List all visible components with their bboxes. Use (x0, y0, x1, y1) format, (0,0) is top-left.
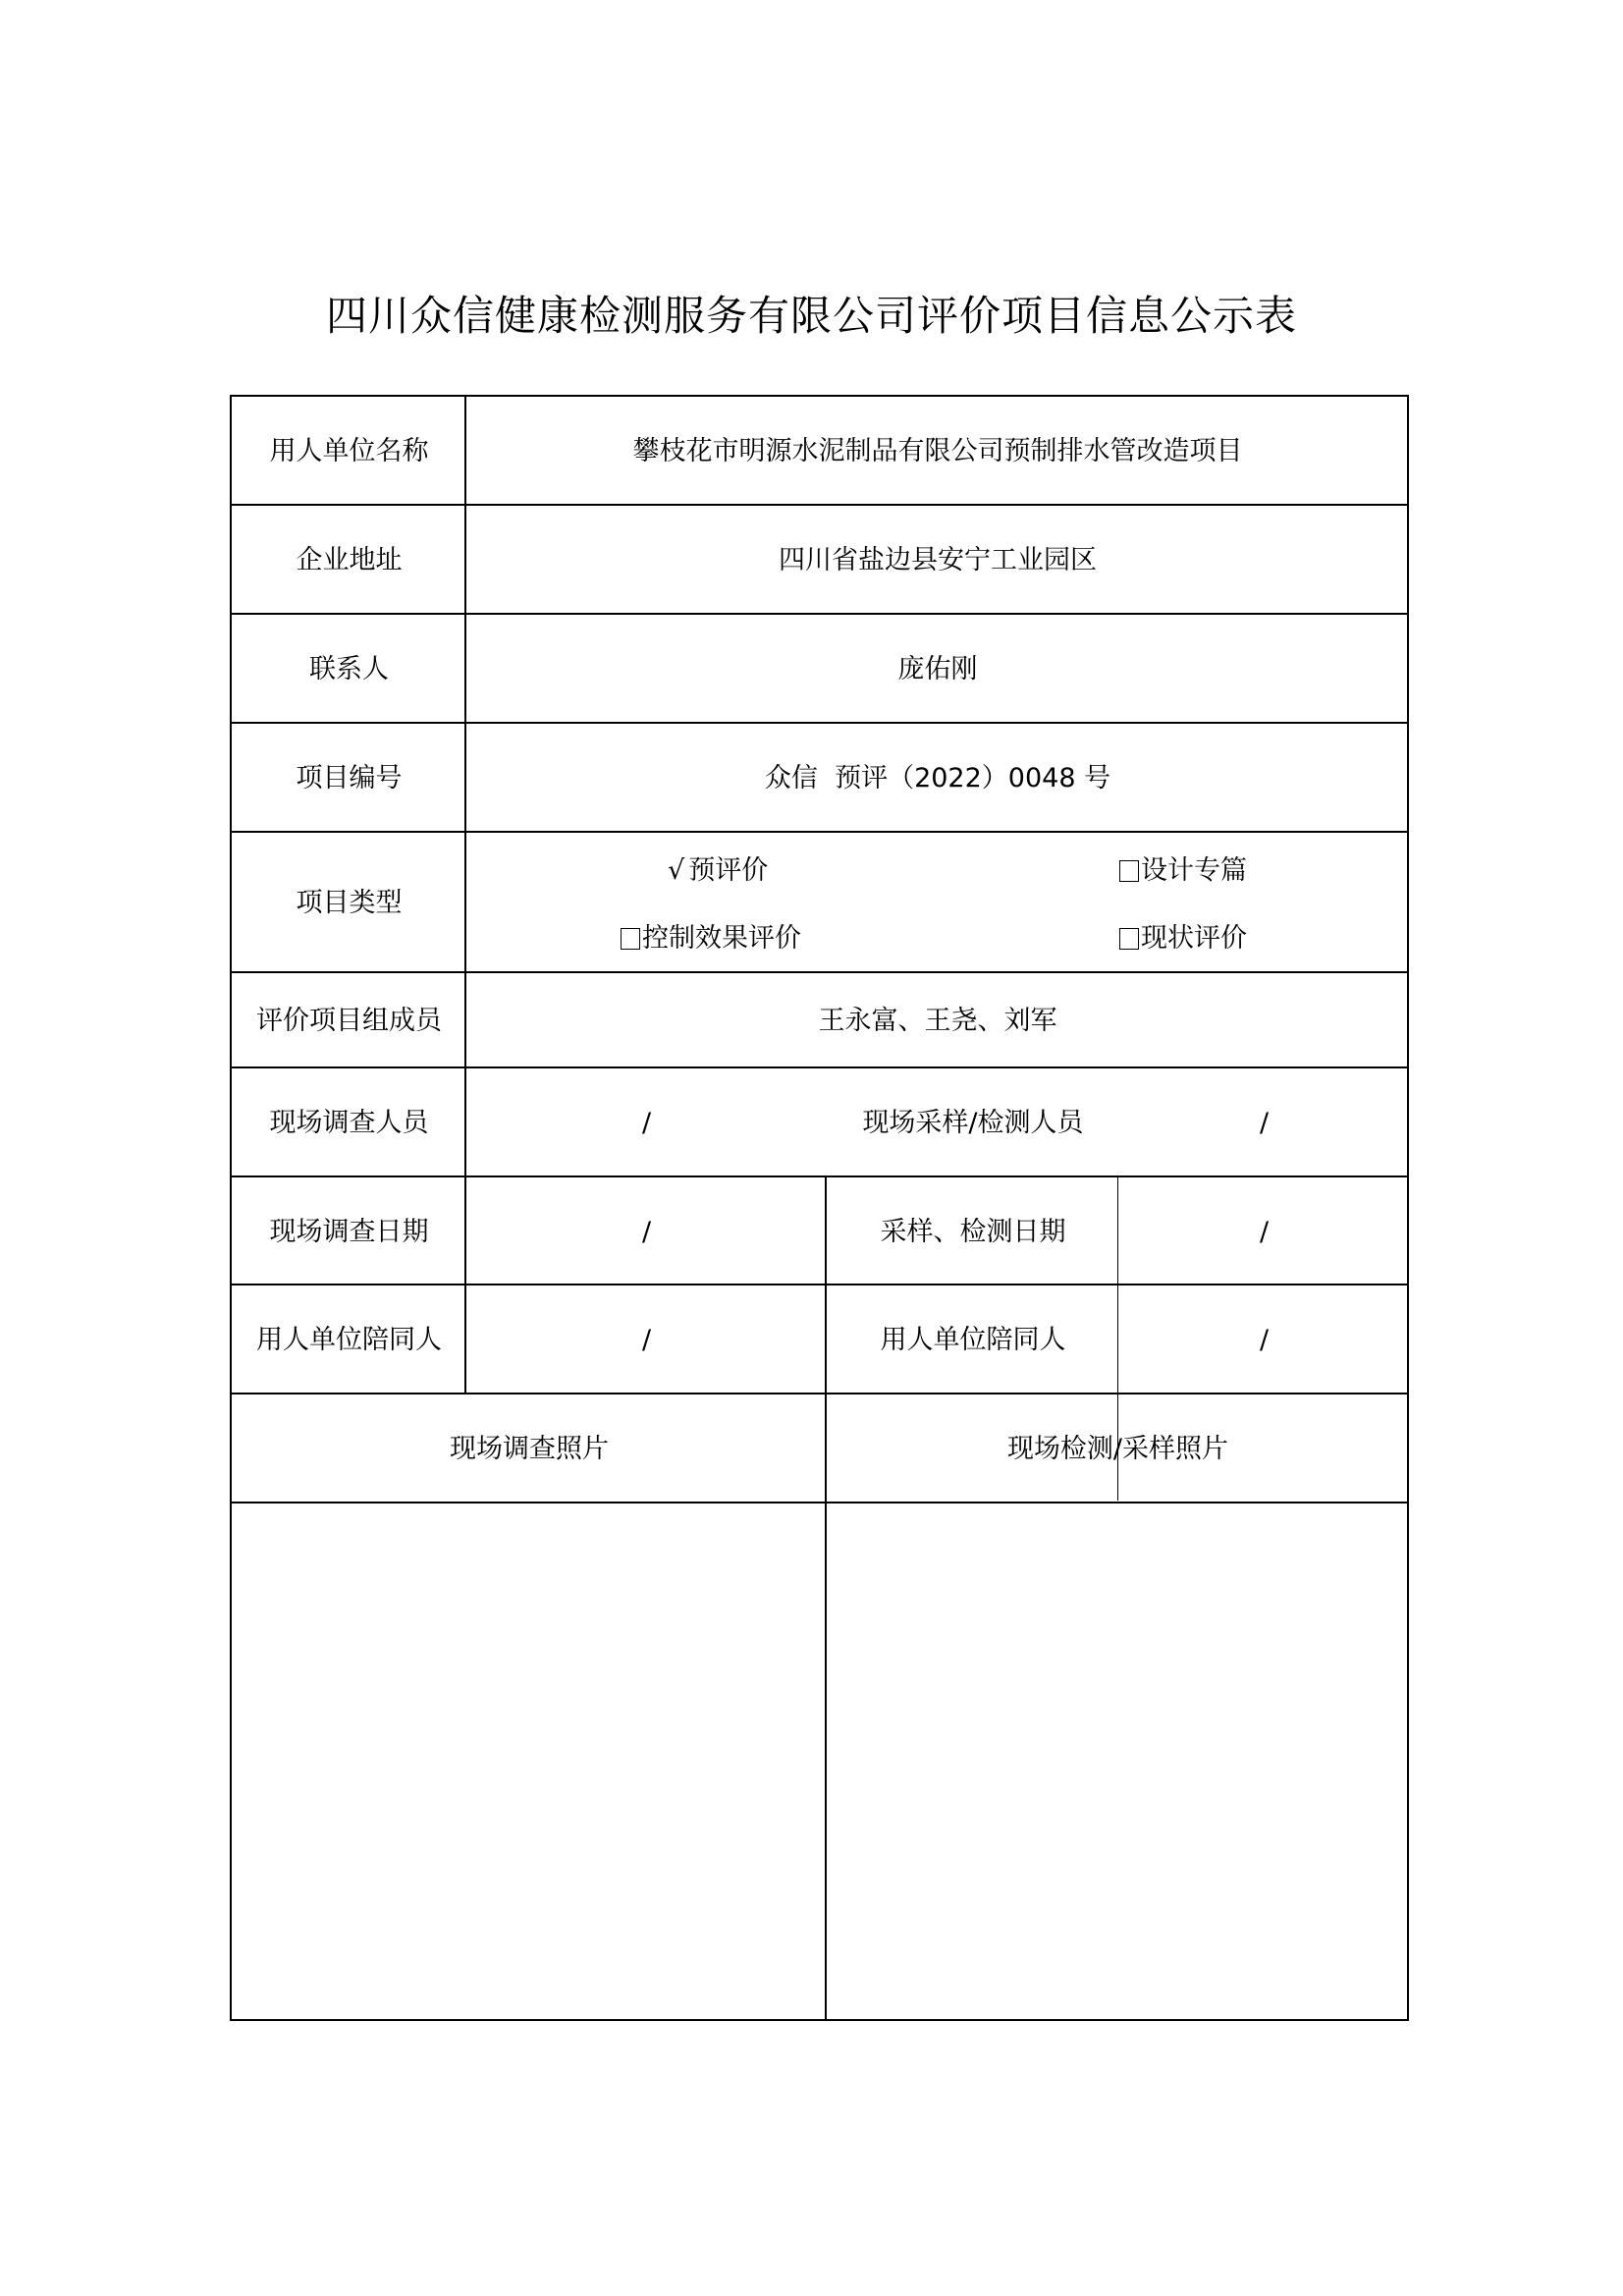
checkbox-empty-icon (621, 928, 640, 950)
info-table (230, 395, 1409, 2021)
value-employer: 攀枝花市明源水泥制品有限公司预制排水管改造项目 (632, 436, 1243, 466)
value-members: 王永富、王尧、刘军 (818, 1006, 1057, 1036)
label-members: 评价项目组成员 (256, 1006, 442, 1036)
option-design-chapter[interactable]: 设计专篇 (1119, 857, 1247, 884)
value-accompany-2: / (1259, 1325, 1270, 1355)
label-sampling-staff: 现场采样/检测人员 (862, 1108, 1084, 1138)
option-control-effect-evaluation[interactable]: 控制效果评价 (621, 925, 801, 952)
value-survey-date: / (641, 1216, 652, 1247)
value-sampling-date: / (1259, 1216, 1270, 1247)
value-sampling-staff: / (1259, 1108, 1270, 1138)
sampling-photo-area (827, 1503, 1409, 2021)
header-survey-photos: 现场调查照片 (450, 1434, 609, 1464)
value-survey-staff: / (641, 1108, 652, 1138)
value-project-number: 众信 预评（2022）0048 号 (764, 763, 1111, 793)
value-contact: 庞佑刚 (897, 654, 978, 684)
label-sampling-date: 采样、检测日期 (880, 1216, 1066, 1247)
label-survey-date: 现场调查日期 (269, 1216, 429, 1247)
label-survey-staff: 现场调查人员 (269, 1108, 429, 1138)
checkbox-empty-icon (1119, 928, 1139, 950)
label-project-type: 项目类型 (296, 888, 403, 918)
label-contact: 联系人 (309, 654, 389, 684)
label-project-number: 项目编号 (296, 763, 403, 793)
option-pre-evaluation[interactable]: √ 预评价 (668, 855, 769, 886)
label-employer: 用人单位名称 (269, 436, 429, 466)
value-accompany: / (641, 1325, 652, 1355)
header-sampling-photos: 现场检测/采样照片 (1006, 1434, 1229, 1464)
survey-photo-area (232, 1503, 827, 2021)
label-address: 企业地址 (296, 545, 403, 575)
checkmark-icon: √ (668, 855, 685, 886)
option-status-evaluation[interactable]: 现状评价 (1119, 925, 1247, 952)
value-address: 四川省盐边县安宁工业园区 (779, 545, 1097, 575)
document-title: 四川众信健康检测服务有限公司评价项目信息公示表 (325, 292, 1297, 340)
checkbox-empty-icon (1119, 860, 1139, 882)
label-accompany: 用人单位陪同人 (256, 1325, 442, 1355)
label-accompany-2: 用人单位陪同人 (880, 1325, 1066, 1355)
